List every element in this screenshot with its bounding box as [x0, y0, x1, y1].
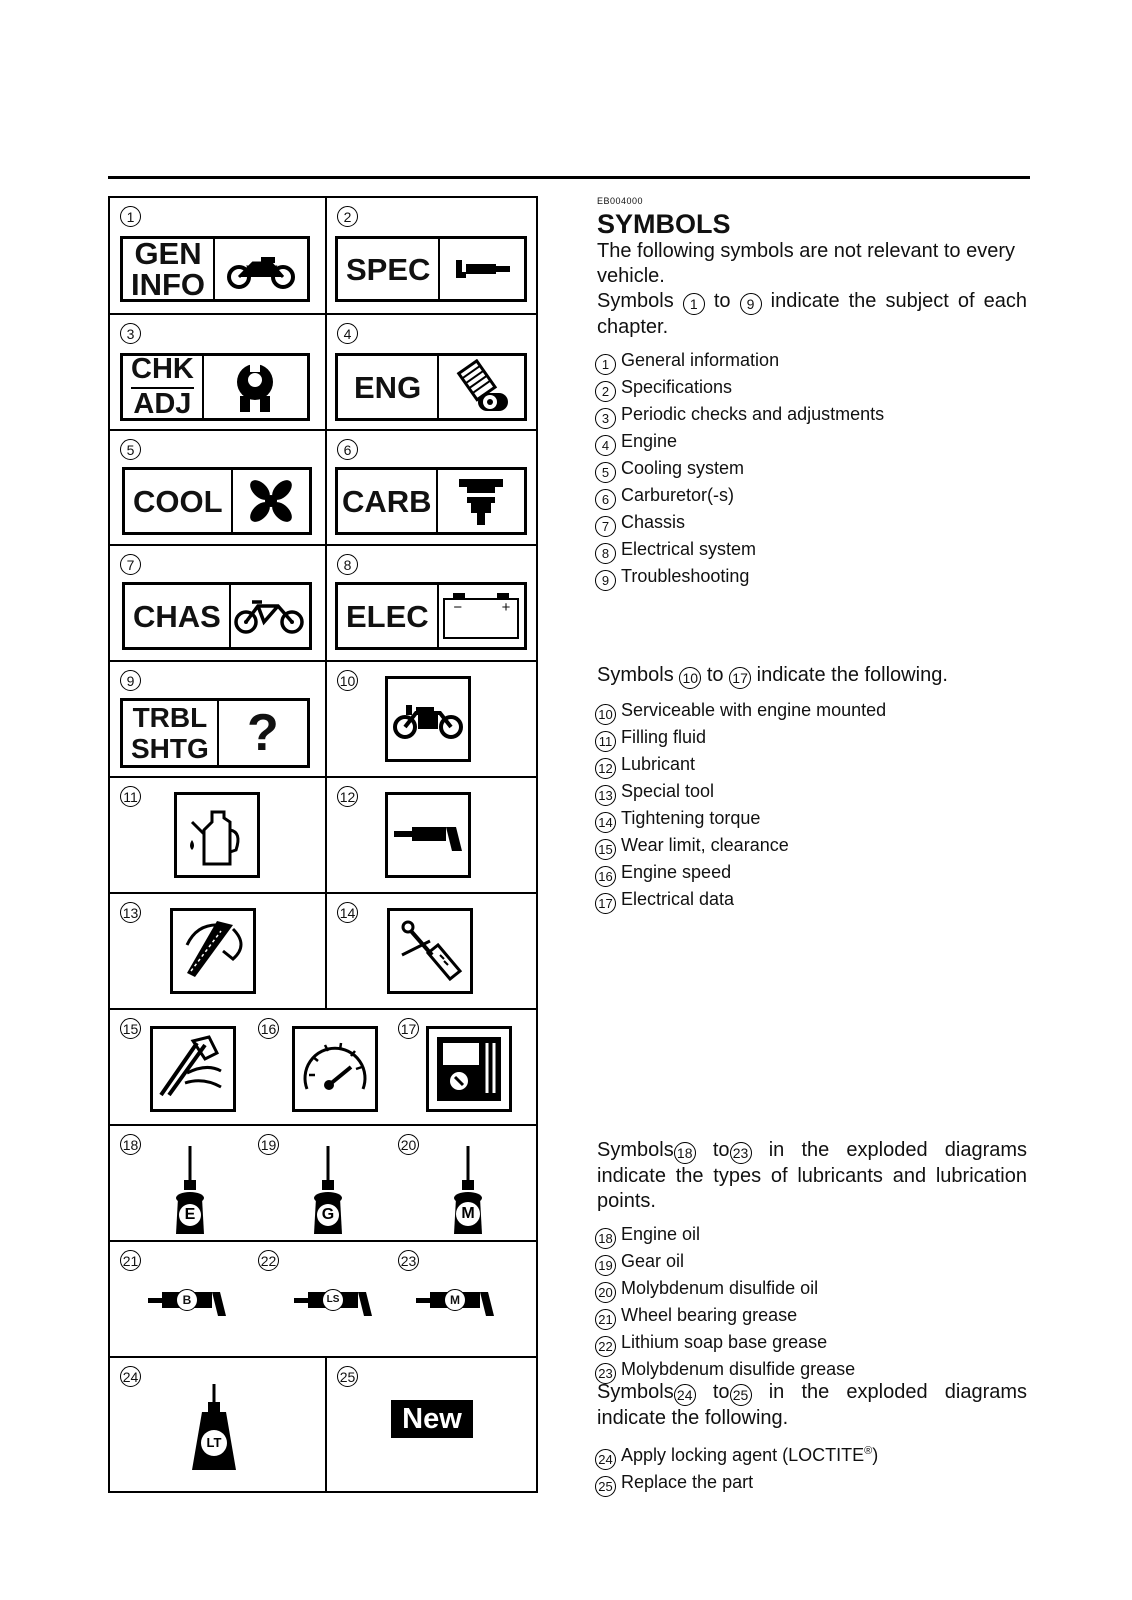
- symbol-cell-2: [327, 198, 538, 313]
- cell-number: 21: [120, 1250, 141, 1271]
- list-item: [595, 483, 884, 510]
- symbol-cell-18: [110, 1126, 250, 1240]
- service-intro: Symbols 10 to 17 indicate the following.: [597, 663, 1027, 689]
- symbol-number: 20: [595, 1282, 616, 1303]
- list-item: [595, 564, 884, 591]
- symbol-description: Filling fluid: [621, 727, 707, 747]
- battery-icon: − +: [437, 585, 524, 647]
- symbol-description: Molybdenum disulfide oil: [621, 1278, 819, 1298]
- registered-mark: ®: [864, 1445, 873, 1457]
- cell-number: 14: [337, 902, 358, 923]
- cell-number: 16: [258, 1018, 279, 1039]
- symbol-number: 3: [595, 408, 616, 429]
- symbol-number: 1: [595, 354, 616, 375]
- symbol-description: Electrical data: [621, 889, 735, 909]
- symbol-cell-11: [110, 778, 325, 892]
- eng-badge: ENG: [335, 353, 527, 421]
- symbol-description: General information: [621, 350, 780, 370]
- symbol-cell-20: [394, 1126, 538, 1240]
- list-item: [595, 429, 884, 456]
- symbol-number: 2: [595, 381, 616, 402]
- symbol-number: 24: [595, 1449, 616, 1470]
- symbol-number: 21: [595, 1309, 616, 1330]
- symbol-number: 5: [595, 462, 616, 483]
- symbol-description: Engine speed: [621, 862, 732, 882]
- symbol-description: Electrical system: [621, 539, 757, 559]
- elec-badge: ELEC − +: [335, 582, 527, 650]
- list-item: [595, 725, 886, 752]
- symbol-description: Serviceable with engine mounted: [621, 700, 887, 720]
- symbol-number: 17: [595, 893, 616, 914]
- cell-number: 11: [120, 786, 141, 807]
- new-part-badge: New: [391, 1400, 473, 1438]
- fan-icon: [231, 470, 309, 532]
- list-item: [595, 1249, 855, 1276]
- grease-gun-ls-icon: LS: [294, 1286, 374, 1316]
- chk-adj-badge: CHK ADJ: [120, 353, 310, 421]
- list-item: [595, 537, 884, 564]
- special-tool-icon: [170, 908, 256, 994]
- engine-mounted-icon: [385, 676, 471, 762]
- list-item: [595, 1276, 855, 1303]
- symbol-number: 8: [595, 543, 616, 564]
- symbol-description: Troubleshooting: [621, 566, 750, 586]
- chas-badge: CHAS: [122, 582, 312, 650]
- motorcycle-frame-icon: [229, 585, 309, 647]
- list-item: [595, 860, 886, 887]
- symbol-description: Wear limit, clearance: [621, 835, 789, 855]
- symbol-description: Lubricant: [621, 754, 696, 774]
- grid-row: [110, 1356, 536, 1491]
- symbol-cell-21: [110, 1242, 250, 1356]
- list-item: [595, 779, 886, 806]
- symbol-cell-3: [110, 315, 325, 429]
- list-item: [595, 887, 886, 914]
- grid-row: [110, 198, 536, 313]
- symbol-description: Replace the part: [621, 1472, 754, 1492]
- engine-cylinder-icon: [437, 356, 524, 418]
- symbol-cell-12: [327, 778, 538, 892]
- symbol-cell-9: [110, 662, 325, 776]
- list-item: [595, 1222, 855, 1249]
- symbol-description: Cooling system: [621, 458, 745, 478]
- filling-fluid-icon: [174, 792, 260, 878]
- cell-number: 18: [120, 1134, 141, 1155]
- list-item: [595, 752, 886, 779]
- grid-row: [110, 429, 536, 544]
- grid-row: [110, 1240, 536, 1356]
- symbol-cell-13: [110, 894, 325, 1008]
- symbol-description: Periodic checks and adjustments: [621, 404, 885, 424]
- list-item: [595, 698, 886, 725]
- cell-number: 7: [120, 554, 141, 575]
- cool-badge: COOL: [122, 467, 312, 535]
- question-mark-icon: ?: [217, 701, 307, 765]
- symbol-cell-22: [252, 1242, 392, 1356]
- grid-row: [110, 776, 536, 892]
- symbol-cell-14: [327, 894, 538, 1008]
- symbol-number: 19: [595, 1255, 616, 1276]
- symbol-number: 14: [595, 812, 616, 833]
- symbol-cell-24: [110, 1358, 325, 1491]
- symbol-description: Carburetor(-s): [621, 485, 735, 505]
- cell-number: 23: [398, 1250, 419, 1271]
- doc-code: EB004000: [597, 196, 644, 206]
- tachometer-icon: [292, 1026, 378, 1112]
- page-title: SYMBOLS: [597, 209, 731, 239]
- carburetor-icon: [436, 470, 524, 532]
- cell-number: 8: [337, 554, 358, 575]
- symbol-number: 12: [595, 758, 616, 779]
- symbol-cell-4: [327, 315, 538, 429]
- cell-number: 2: [337, 206, 358, 227]
- grid-row: [110, 1124, 536, 1240]
- cell-number: 19: [258, 1134, 279, 1155]
- list-item: [595, 510, 884, 537]
- chapter-symbol-list: [595, 348, 884, 591]
- cell-number: 13: [120, 902, 141, 923]
- list-item: [595, 833, 886, 860]
- cell-number: 24: [120, 1366, 141, 1387]
- cell-number: 10: [337, 670, 358, 691]
- list-item: [595, 1470, 878, 1497]
- torque-wrench-icon: [387, 908, 473, 994]
- misc-symbol-list: [595, 1439, 878, 1497]
- symbol-description: Gear oil: [621, 1251, 685, 1271]
- symbol-number: 18: [595, 1228, 616, 1249]
- lube-symbol-list: [595, 1222, 855, 1384]
- symbol-cell-19: [252, 1126, 392, 1240]
- cell-number: 12: [337, 786, 358, 807]
- symbol-description: Tightening torque: [621, 808, 761, 828]
- cell-number: 6: [337, 439, 358, 460]
- grease-gun-b-icon: B: [148, 1286, 228, 1316]
- symbol-cell-6: [327, 431, 538, 544]
- list-item: [595, 375, 884, 402]
- oil-can-m-icon: M: [450, 1146, 486, 1234]
- list-item: [595, 348, 884, 375]
- caliper-icon: [150, 1026, 236, 1112]
- symbol-cell-1: [110, 198, 325, 313]
- symbol-cell-10: [327, 662, 538, 776]
- list-item: [595, 1330, 855, 1357]
- grid-row: [110, 660, 536, 776]
- symbol-cell-7: [110, 546, 325, 660]
- misc-intro: Symbols 24 to 25 in the exploded diagrams indicate the following.: [597, 1381, 1028, 1429]
- symbol-grid: [108, 196, 538, 1493]
- top-rule: [108, 176, 1030, 179]
- cell-number: 3: [120, 323, 141, 344]
- list-item: [595, 1439, 878, 1470]
- grid-row: [110, 892, 536, 1008]
- symbol-cell-5: [110, 431, 325, 544]
- cell-number: 17: [398, 1018, 419, 1039]
- symbol-cell-8: [327, 546, 538, 660]
- symbol-number: 13: [595, 785, 616, 806]
- cell-number: 9: [120, 670, 141, 691]
- lube-intro: Symbols 18 to 23 in the exploded diagrams indicate the types of lubricants and lubrication points.: [597, 1139, 1028, 1212]
- symbol-description: Molybdenum disulfide grease: [621, 1359, 856, 1379]
- service-symbol-list: [595, 698, 886, 914]
- cell-number: 20: [398, 1134, 419, 1155]
- oil-can-e-icon: E: [172, 1146, 208, 1234]
- symbol-number: 15: [595, 839, 616, 860]
- symbol-number: 4: [595, 435, 616, 456]
- multimeter-icon: [426, 1026, 512, 1112]
- symbol-description: Lithium soap base grease: [621, 1332, 828, 1352]
- chapter-intro: Symbols 1 to 9 indicate the subject of each chapter.: [597, 290, 1028, 338]
- symbol-number: 11: [595, 731, 616, 752]
- symbol-description: Special tool: [621, 781, 715, 801]
- list-item: [595, 402, 884, 429]
- locking-agent-icon: LT: [190, 1384, 238, 1470]
- spec-badge: SPEC: [335, 236, 527, 302]
- list-item: [595, 806, 886, 833]
- symbol-number: 6: [595, 489, 616, 510]
- cell-number: 4: [337, 323, 358, 344]
- grid-row: [110, 313, 536, 429]
- wrench-icon: [202, 356, 307, 418]
- symbol-description: Apply locking agent (LOCTITE: [621, 1445, 865, 1465]
- symbol-cell-23: [394, 1242, 538, 1356]
- grid-row: [110, 544, 536, 660]
- micrometer-icon: [438, 239, 524, 299]
- symbol-cell-15: [110, 1010, 250, 1124]
- symbol-description: Wheel bearing grease: [621, 1305, 798, 1325]
- motorcycle-icon: [213, 239, 307, 299]
- oil-can-g-icon: G: [310, 1146, 346, 1234]
- intro-text: The following symbols are not relevant to every vehicle.: [597, 240, 1015, 287]
- cell-number: 22: [258, 1250, 279, 1271]
- symbol-number: 22: [595, 1336, 616, 1357]
- carb-badge: CARB: [335, 467, 527, 535]
- symbol-cell-16: [252, 1010, 392, 1124]
- symbol-cell-17: [394, 1010, 538, 1124]
- cell-number: 25: [337, 1366, 358, 1387]
- cell-number: 1: [120, 206, 141, 227]
- symbol-description: Engine: [621, 431, 678, 451]
- grid-row: [110, 1008, 536, 1124]
- trbl-shtg-badge: TRBL SHTG ?: [120, 698, 310, 768]
- symbol-number: 23: [595, 1363, 616, 1384]
- symbol-description: Engine oil: [621, 1224, 701, 1244]
- lubricant-gun-icon: [385, 792, 471, 878]
- cell-number: 5: [120, 439, 141, 460]
- symbol-description: Specifications: [621, 377, 733, 397]
- grease-gun-m-icon: M: [416, 1286, 496, 1316]
- symbol-number: 16: [595, 866, 616, 887]
- cell-number: 15: [120, 1018, 141, 1039]
- symbol-cell-25: [327, 1358, 538, 1491]
- symbol-description: Chassis: [621, 512, 686, 532]
- gen-info-badge: GEN INFO: [120, 236, 310, 302]
- symbol-number: 10: [595, 704, 616, 725]
- symbol-number: 9: [595, 570, 616, 591]
- list-item: [595, 1303, 855, 1330]
- description-tail: ): [872, 1445, 879, 1465]
- symbol-number: 25: [595, 1476, 616, 1497]
- symbol-number: 7: [595, 516, 616, 537]
- list-item: [595, 456, 884, 483]
